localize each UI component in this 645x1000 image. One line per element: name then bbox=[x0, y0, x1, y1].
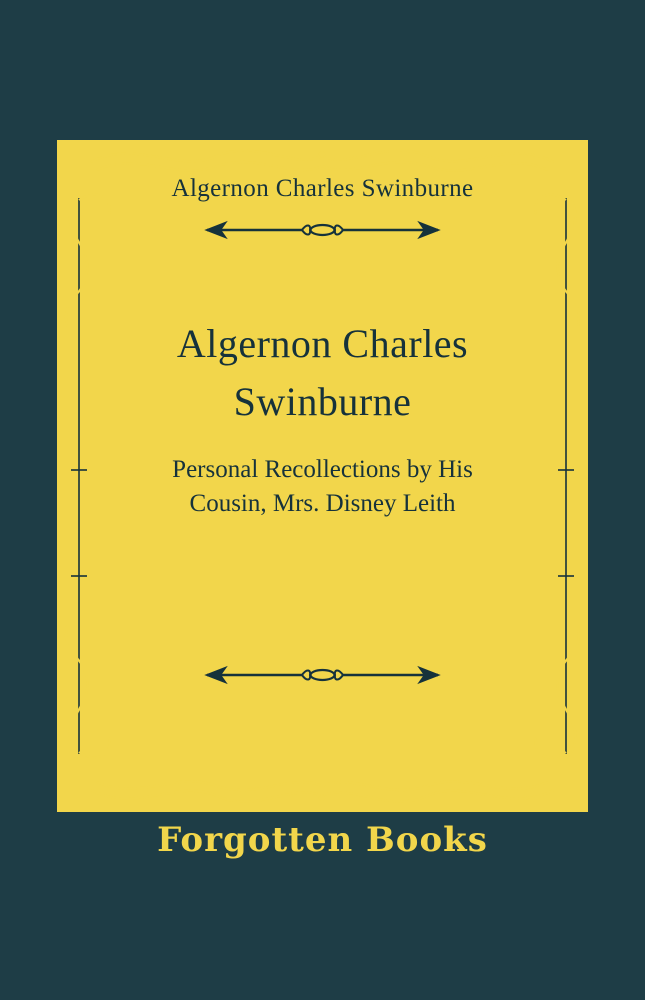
cover-author-header: Algernon Charles Swinburne bbox=[171, 175, 474, 202]
fleuron-divider-bottom bbox=[57, 660, 588, 690]
subtitle-line-1: Personal Recollections by His bbox=[172, 456, 473, 483]
cover-subtitle-block bbox=[57, 453, 588, 521]
title-line-2: Swinburne bbox=[233, 379, 412, 424]
subtitle-line-2: Cousin, Mrs. Disney Leith bbox=[189, 490, 456, 517]
fleuron-divider-top bbox=[57, 215, 588, 245]
cover-title-block bbox=[57, 315, 588, 521]
publisher-name: Forgotten Books bbox=[157, 820, 488, 860]
title-line-1: Algernon Charles bbox=[176, 321, 469, 366]
